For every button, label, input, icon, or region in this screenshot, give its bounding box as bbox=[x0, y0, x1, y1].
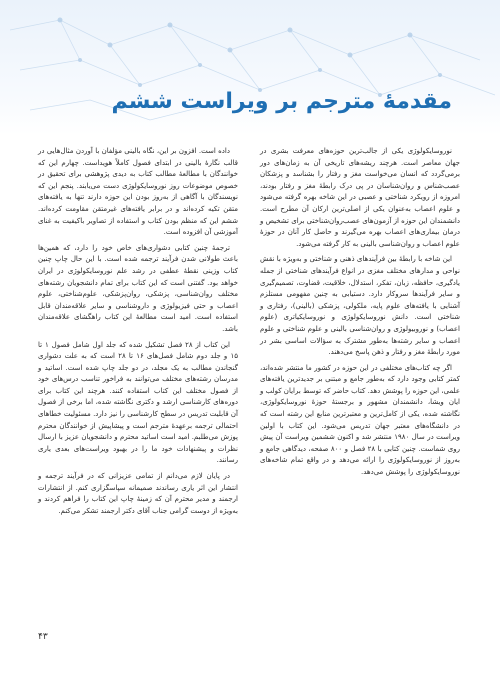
paragraph: این کتاب از ۲۸ فصل تشکیل شده که جلد اول شامل فصول ۱ تا ۱۵ و جلد دوم شامل فصل‌های ۱۶ تا ۲۸ است که به علت دشواری گنجاندن مطالب به یک مجلد، در دو جلد چاپ شده است. اساتید و مدرسان رشته‌های مختلف می‌توانند به فراخور تناسب درس‌های خود از فصول مختلف این کتاب استفاده کنند. هرچند این کتاب برای دوره‌های کارشناسی ارشد و دکتری نگاشته شده، اما برخی از فصول آن قابلیت تدریس در سطح کارشناسی را نیز دارد. مسئولیت خطاهای احتمالی ترجمه برعهدهٔ مترجم است و پیشاپیش از خوانندگان محترم پوزش می‌طلبم. امید است اساتید محترم و دانشجویان عزیز با ارسال نظرات و پیشنهادات خود ما را در بهبود ویراست‌های بعدی یاری رسانند. bbox=[38, 340, 239, 465]
paragraph: نوروسایکولوژی یکی از جالب‌ترین حوزه‌های معرفت بشری در جهان معاصر است. هرچند ریشه‌های تاریخی آن به زمان‌های دور برمی‌گردد که انسان می‌خواست مغز و رفتار را بشناسد و پزشکان عصب‌شناس و روان‌شناسان در پی درک رابطهٔ مغز و رفتار بودند، امروزه از رویکرد شناختی و عصبی در این شاخه بهره گرفته می‌شود و علوم اعصاب به‌عنوان یکی از اصلی‌ترین ارکان آن مطرح است. دانشمندان این حوزه از آزمون‌های عصب‌روان‌شناختی برای تشخیص و درمان بیماری‌های اعصاب بهره می‌گیرند و حاصل کار آنان در حوزهٔ علوم اعصاب و روان‌شناسی بالینی به کار گرفته می‌شود. bbox=[259, 147, 460, 248]
paragraph: اگر چه کتاب‌های مختلفی در این حوزه در کشور ما منتشر شده‌اند، کمتر کتابی وجود دارد که به‌طور جامع و مبتنی بر جدیدترین یافته‌های علمی، این حوزه را پوشش دهد. کتاب حاضر که توسط برایان کولب و ایان ویشا، دانشمندان مشهور و برجستهٔ حوزهٔ نوروسایکولوژی، نگاشته شده، یکی از کامل‌ترین و معتبرترین منابع این رشته است که در دانشگاه‌های معتبر جهان تدریس می‌شود. این کتاب با اولین ویراست در سال ۱۹۸۰ منتشر شد و اکنون ششمین ویراست آن پیش روی شماست. چنین کتابی با ۲۸ فصل و ۸۰۰ صفحه، دیدگاهی جامع و به‌روز از نوروسایکولوژی را ارائه می‌دهد و در واقع تمام شاخه‌های نوروسایکولوژی را پوشش می‌دهد. bbox=[260, 363, 460, 477]
paragraph: در پایان لازم می‌دانم از تمامی عزیزانی که در فرآیند ترجمه و انتشار این اثر یاری رساندند صمیمانه سپاسگزاری کنم. از انتشارات ارجمند و مدیر محترم آن که زمینهٔ چاپ این کتاب را فراهم کردند و به‌ویژه از دوست گرامی جناب آقای دکتر ارجمند تشکر می‌کنم. bbox=[38, 472, 238, 515]
header-watermark bbox=[0, 0, 500, 135]
page-title: مقدمهٔ مترجم بر ویراست ششم bbox=[111, 89, 452, 114]
neuron-network-graphic bbox=[0, 0, 500, 135]
paragraph: ترجمهٔ چنین کتابی دشواری‌های خاص خود را دارد، که همین‌ها باعث طولانی شدن فرآیند ترجمه شده است. با این حال چاپ چنین کتاب وزینی نقطهٔ عطفی در رشد علم نوروسایکولوژی در ایران خواهد بود. گفتنی است که این کتاب برای تمام دانشجویان رشته‌های مختلف روان‌شناسی، پزشکی، روان‌پزشکی، علوم‌شناختی، علوم اعصاب و حتی فیزیولوژی و داروشناسی و سایر علاقه‌مندان قابل استفاده است. امید است مطالعهٔ این کتاب راهگشای علاقه‌مندان باشد. bbox=[38, 243, 238, 333]
left-column bbox=[38, 146, 238, 616]
right-column bbox=[260, 146, 460, 616]
text-columns bbox=[38, 146, 460, 616]
paragraph: این شاخه با رابطهٔ بین فرآیندهای ذهنی و شناختی و به‌ویژه با نقش نواحی و مدارهای مختلف مغزی در انواع فرآیندهای شناختی از جمله یادگیری، حافظه، زبان، تفکر، استدلال، خلاقیت، قضاوت، تصمیم‌گیری و سایر فرآیندها سروکار دارد. دستیابی به چنین مفهومی مستلزم آشنایی با یافته‌های علوم پایه، ملکولی، پزشکی (بالینی)، رفتاری و شناختی است. دانش نوروسایکولوژی و نوروسایکیاتری (علوم اعصاب) و نوروبیولوژی و روان‌شناسی بالینی و علوم شناختی و علوم اعصاب و سایر رشته‌ها به‌طور مشترک به سؤالات اساسی بشر در مورد رابطهٔ مغز و رفتار و ذهن پاسخ می‌دهند. bbox=[260, 255, 460, 357]
page-number: ۴۳ bbox=[38, 632, 48, 642]
paragraph: داده است. افزون بر این، نگاه بالینی مؤلفان با آوردن مثال‌هایی در قالب نگارهٔ بالینی در ابتدای فصول کاملاً هویداست. چهارم این که خوانندگان با مطالعهٔ مطالب کتاب به دیدی پژوهشی برای تحقیق در خصوص موضوعات روز نوروسایکولوژی دست می‌یابند. پنجم این که نویسندگان با آگاهی از به‌روز بودن این حوزه دارند تنها به یافته‌های متقن تکیه کرده‌اند و در برابر یافته‌های غیرمتقن مقاومت کرده‌اند. ششم این که منظم بودن کتاب و استفاده از تصاویر باکیفیت به غنای آموزشی آن افزوده است. bbox=[38, 147, 238, 237]
